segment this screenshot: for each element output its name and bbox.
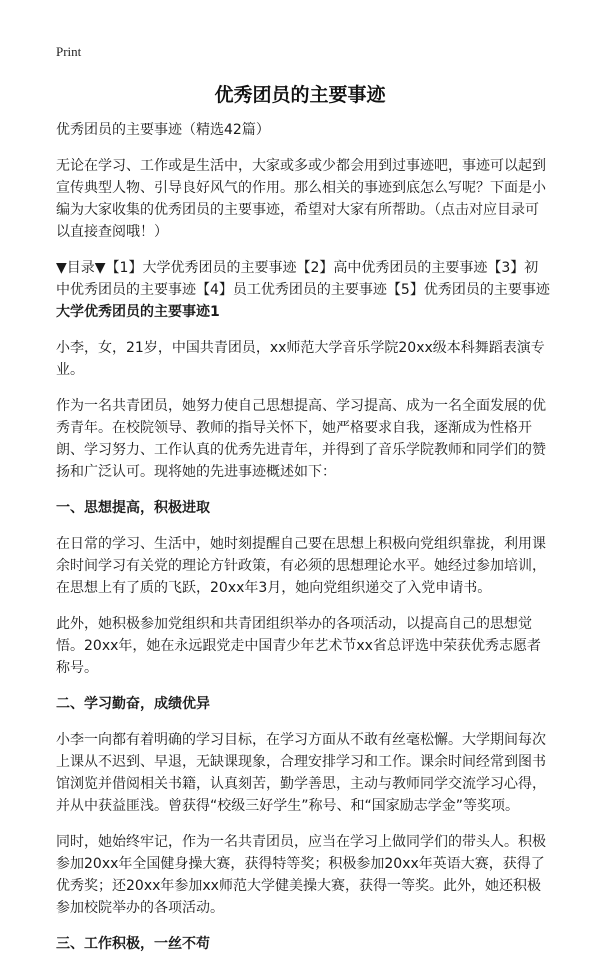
section-subheading: 三、工作积极，一丝不苟 [56,936,210,952]
toc-item-2[interactable]: 【2】高中优秀团员的主要事迹 [296,260,488,276]
body-paragraph: 作为一名共青团员，她努力使自己思想提高、学习提高、成为一名全面发展的优秀青年。在校院领导、教师的指导关怀下，她严格要求自我，逐渐成为性格开朗、学习努力、工作认真的优秀先进青年，并得到了音乐学院教师和同学们的赞扬和广泛认可。现将她的先进事迹概述如下： [56,398,546,480]
body-paragraph: 此外，她积极参加党组织和共青团组织举办的各项活动，以提高自己的思想觉悟。20xx年，她在永远跟党走中国青少年艺术节xx省总评选中荣获优秀志愿者称号。 [56,616,541,676]
section-subheading: 二、学习勤奋，成绩优异 [56,696,210,712]
body-paragraph: 小李，女，21岁，中国共青团员，xx师范大学音乐学院20xx级本科舞蹈表演专业。 [56,340,545,378]
print-link[interactable]: Print [56,44,82,59]
body-paragraph: 同时，她始终牢记，作为一名共青团员，应当在学习上做同学们的带头人。积极参加20xx年全国健身操大赛，获得特等奖；积极参加20xx年英语大赛，获得了优秀奖；还20xx年参加xx师范大学健美操大赛，获得一等奖。此外，她还积极参加校院举办的各项活动。 [56,834,546,916]
toc-item-1[interactable]: 【1】大学优秀团员的主要事迹 [105,260,297,276]
toc-item-5[interactable]: 【5】优秀团员的主要事迹 [386,282,550,298]
section-heading: 大学优秀团员的主要事迹1 [56,304,220,320]
document-subtitle: 优秀团员的主要事迹（精选42篇） [56,122,270,138]
document-body [56,119,550,969]
body-paragraph: 小李一向都有着明确的学习目标，在学习方面从不敢有丝毫松懈。大学期间每次上课从不迟到、早退，无缺课现象，合理安排学习和工作。课余时间经常到图书馆浏览并借阅相关书籍，认真刻苦，勤学善思，主动与教师同学交流学习心得，并从中获益匪浅。曾获得“校级三好学生”称号、和“国家励志学金”等奖项。 [56,732,546,814]
toc-prefix: ▼目录▼ [56,260,106,276]
table-of-contents [56,257,550,323]
intro-paragraph: 无论在学习、工作或是生活中，大家或多或少都会用到过事迹吧，事迹可以起到宣传典型人物、引导良好风气的作用。那么相关的事迹到底怎么写呢？下面是小编为大家收集的优秀团员的主要事迹，希望对大家有所帮助。（点击对应目录可以直接查阅哦！） [56,158,546,240]
page-title: 优秀团员的主要事迹 [214,84,386,106]
section-subheading: 一、思想提高，积极进取 [56,500,210,516]
toc-item-3[interactable]: 【3】初中优秀团员的主要事迹 [56,260,539,298]
body-paragraph: 在日常的学习、生活中，她时刻提醒自己要在思想上积极向党组织靠拢，利用课余时间学习有关党的理论方针政策，有必须的思想理论水平。她经过参加培训，在思想上有了质的飞跃，20xx年3月，她向党组织递交了入党申请书。 [56,536,546,596]
toc-item-4[interactable]: 【4】员工优秀团员的主要事迹 [196,282,387,298]
